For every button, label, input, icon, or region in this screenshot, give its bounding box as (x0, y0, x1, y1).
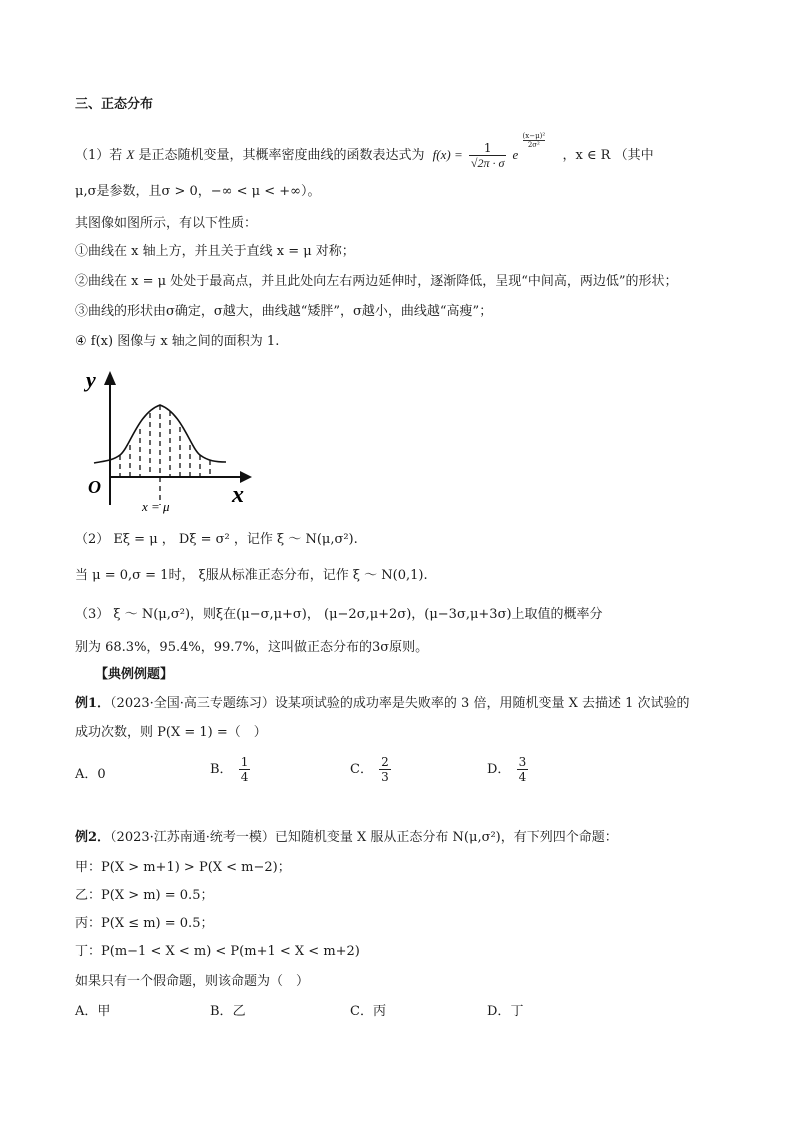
ex2-option-d[interactable] (487, 1000, 523, 1019)
exponent-numerator: (x−μ)² (522, 132, 546, 140)
properties-intro: 其图像如图所示，有以下性质： (75, 216, 258, 231)
ex2-option-a[interactable] (75, 1000, 110, 1019)
option-label: D． (487, 1004, 511, 1019)
option-fraction (379, 755, 391, 784)
exponential (512, 132, 546, 163)
mean-caption: x = μ (142, 499, 170, 514)
example-1-source: （2023·全国·高三专题练习） (110, 696, 275, 711)
proposition-bing: 丙：P(X ≤ m) = 0.5； (75, 916, 214, 931)
example-1-label: 例1． (75, 696, 111, 711)
option-fraction (239, 755, 251, 784)
example-2-label: 例2． (75, 830, 111, 845)
fraction-denominator: √2π · σ (470, 156, 505, 170)
area-hatching (120, 405, 210, 505)
option-label: C． (350, 1004, 373, 1019)
property-2: ②曲线在 x = μ 处处于最高点，并且此处向左右两边延伸时，逐渐降低，呈现“中间高，两边低”的形状； (75, 274, 678, 289)
examples-header: 【典例例题】 (95, 667, 174, 682)
ex1-option-a[interactable] (75, 763, 106, 782)
expectation-variance: （2） Eξ = μ ， Dξ = σ² ，记作 ξ ～ N(μ,σ²). (75, 532, 358, 547)
ex2-option-b[interactable] (210, 1000, 246, 1019)
p1-prefix: （1）若 (75, 148, 123, 163)
example-2-text: 已知随机变量 X 服从正态分布 N(μ,σ²)，有下列四个命题： (274, 830, 618, 845)
option-value: 乙 (232, 1004, 246, 1019)
ex1-option-b[interactable] (210, 755, 252, 784)
exponent-fraction (523, 132, 546, 149)
option-value: 丙 (372, 1004, 386, 1019)
origin-label: O (88, 477, 101, 497)
three-sigma-line2: 别为 68.3%，95.4%，99.7%，这叫做正态分布的3σ原则。 (75, 640, 429, 655)
proposition-jia: 甲：P(X > m+1) > P(X < m−2)； (75, 860, 291, 875)
fraction-numerator: 1 (240, 755, 249, 769)
fraction-denominator: 4 (240, 770, 249, 784)
density-fraction (469, 141, 507, 170)
ex1-option-c[interactable] (350, 755, 393, 784)
y-axis-label: y (86, 367, 96, 392)
fraction-numerator: 2 (381, 755, 389, 769)
section-title: 三、正态分布 (75, 97, 154, 112)
example-1-statement (75, 694, 690, 714)
option-value: 0 (97, 767, 106, 782)
option-label: B． (210, 1004, 233, 1019)
standard-normal: 当 μ = 0,σ = 1时， ξ服从标准正态分布，记作 ξ ～ N(0,1). (75, 568, 428, 583)
three-sigma-line1: （3） ξ ～ N(μ,σ²)，则ξ在(μ−σ,μ+σ)， (μ−2σ,μ+2σ)，(μ−3σ,μ+3σ)上取值的概率分 (75, 607, 603, 622)
y-axis-arrow (104, 371, 116, 385)
density-definition (75, 132, 654, 170)
option-label: A． (75, 767, 98, 782)
example-2-source: （2023·江苏南通·统考一模） (110, 830, 275, 845)
p1-text: 是正态随机变量，其概率密度曲线的函数表达式为 (138, 148, 425, 163)
exponent-denominator: 2σ² (527, 141, 540, 149)
e-symbol: e (512, 147, 519, 162)
example-1-text: 设某项试验的成功率是失败率的 3 倍，用随机变量 X 去描述 1 次试验的 (274, 696, 690, 711)
property-1: ①曲线在 x 轴上方，并且关于直线 x = μ 对称； (75, 244, 355, 259)
example-2-statement (75, 828, 618, 848)
proposition-ding: 丁：P(m−1 < X < m) < P(m+1 < X < m+2) (75, 944, 360, 959)
normal-curve-figure (80, 365, 260, 515)
option-value: 甲 (97, 1004, 111, 1019)
proposition-yi: 乙：P(X > m) = 0.5； (75, 888, 214, 903)
fraction-numerator: 3 (518, 755, 527, 769)
domain-text: ，x ∈ R （其中 (562, 148, 654, 163)
example-1-question: 成功次数，则 P(X = 1) =（ ） (75, 725, 267, 740)
option-label: D． (487, 762, 511, 777)
fraction-numerator: 1 (469, 141, 507, 156)
fx-label: f(x) = (432, 147, 463, 162)
ex2-option-c[interactable] (350, 1000, 386, 1019)
property-4: ④ f(x) 图像与 x 轴之间的面积为 1. (75, 334, 280, 349)
option-fraction (517, 755, 529, 784)
option-label: C． (350, 762, 373, 777)
ex1-option-d[interactable] (487, 755, 530, 784)
x-axis-label: x (232, 482, 244, 508)
option-label: A． (75, 1004, 98, 1019)
fraction-denominator: 4 (518, 770, 527, 784)
var-x: X (126, 147, 135, 162)
fraction-denominator: 3 (381, 770, 389, 784)
property-3: ③曲线的形状由σ确定，σ越大，曲线越“矮胖”，σ越小，曲线越“高瘦”； (75, 304, 493, 319)
example-2-question: 如果只有一个假命题，则该命题为（ ） (75, 974, 310, 989)
parameters-line: μ,σ是参数，且σ > 0，−∞ < μ < +∞）。 (75, 184, 321, 199)
option-label: B． (210, 762, 233, 777)
option-value: 丁 (510, 1004, 524, 1019)
